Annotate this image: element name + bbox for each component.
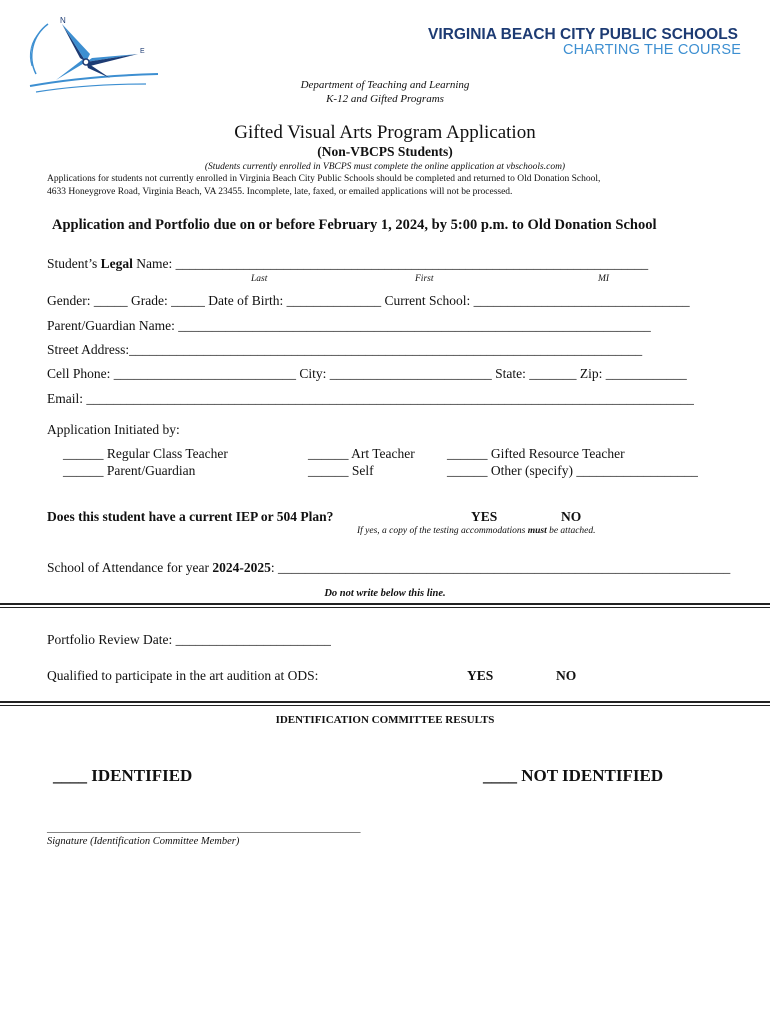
iep-note-post: be attached. — [546, 526, 596, 536]
iep-yes[interactable]: YES — [471, 509, 498, 524]
results-heading: IDENTIFICATION COMMITTEE RESULTS — [275, 714, 495, 726]
signature-label: Signature (Identification Committee Member) — [47, 836, 240, 847]
not-identified-option[interactable]: ____ NOT IDENTIFIED — [483, 766, 664, 785]
program: K-12 and Gifted Programs — [326, 93, 444, 105]
iep-note — [357, 526, 596, 536]
district-tagline: CHARTING THE COURSE — [563, 42, 742, 58]
name-mi-label: MI — [598, 274, 610, 284]
qualified-no[interactable]: NO — [556, 668, 577, 683]
option-self[interactable]: ______ Self — [308, 463, 374, 478]
compass-e: E — [140, 48, 145, 55]
name-last-label: Last — [251, 274, 268, 284]
divider-bottom — [0, 701, 770, 706]
student-name-field[interactable] — [47, 256, 648, 272]
initiated-label: Application Initiated by: — [47, 422, 180, 437]
name-first-label: First — [415, 274, 434, 284]
gender-grade-dob-school-field[interactable]: Gender: _____ Grade: _____ Date of Birth: ______________ Current School: ________________________________ — [47, 293, 690, 308]
iep-no[interactable]: NO — [561, 509, 582, 524]
do-not-write-note: Do not write below this line. — [324, 588, 446, 599]
street-address-field[interactable]: Street Address:____________________________________________________________________________ — [47, 342, 643, 357]
deadline: Application and Portfolio due on or before February 1, 2024, by 5:00 p.m. to Old Donation School — [52, 217, 657, 233]
attendance-year: 2024-2025 — [212, 560, 271, 575]
email-field[interactable]: Email: __________________________________________________________________________________________ — [47, 391, 694, 406]
option-gifted-resource[interactable]: ______ Gifted Resource Teacher — [447, 446, 625, 461]
portfolio-review-date[interactable]: Portfolio Review Date: _______________________ — [47, 632, 331, 647]
compass-n: N — [60, 16, 66, 25]
form-title: Gifted Visual Arts Program Application — [234, 122, 536, 143]
parent-name-field[interactable]: Parent/Guardian Name: ______________________________________________________________________ — [47, 318, 651, 333]
divider-top — [0, 603, 770, 608]
iep-note-pre: If yes, a copy of the testing accommodations — [357, 526, 528, 536]
attendance-line: : ___________________________________________________________________ — [270, 560, 731, 575]
qualified-yes[interactable]: YES — [467, 668, 494, 683]
option-art-teacher[interactable]: ______ Art Teacher — [308, 446, 415, 461]
online-note: (Students currently enrolled in VBCPS must complete the online application at vbschools.com) — [204, 162, 566, 172]
iep-question: Does this student have a current IEP or 504 Plan? — [47, 509, 334, 524]
form-subtitle: (Non-VBCPS Students) — [317, 144, 453, 159]
department: Department of Teaching and Learning — [300, 79, 470, 91]
option-other[interactable]: ______ Other (specify) __________________ — [447, 463, 698, 478]
option-parent[interactable]: ______ Parent/Guardian — [63, 463, 196, 478]
phone-city-state-zip-field[interactable]: Cell Phone: ___________________________ City: ________________________ State: _______ Zip: ____________ — [47, 366, 687, 381]
school-attendance-field[interactable] — [47, 560, 730, 576]
name-line: Name: ______________________________________________________________________ — [132, 256, 649, 271]
district-name: VIRGINIA BEACH CITY PUBLIC SCHOOLS — [428, 26, 739, 43]
identified-option[interactable]: ____ IDENTIFIED — [53, 766, 193, 785]
option-regular-teacher[interactable]: ______ Regular Class Teacher — [63, 446, 228, 461]
signature-line[interactable]: _________________________________________________________ — [47, 822, 361, 834]
iep-note-must: must — [527, 526, 547, 536]
instructions-line2: 4633 Honeygrove Road, Virginia Beach, VA 23455. Incomplete, late, faxed, or emailed applications will not be processed. — [47, 187, 513, 197]
name-legal: Legal — [100, 256, 133, 271]
name-prefix: Student’s — [47, 256, 101, 271]
qualified-label: Qualified to participate in the art audition at ODS: — [47, 668, 319, 683]
attendance-pre: School of Attendance for year — [47, 560, 213, 575]
instructions-line1: Applications for students not currently enrolled in Virginia Beach City Public Schools should be completed and returned to Old Donation School, — [47, 174, 601, 184]
